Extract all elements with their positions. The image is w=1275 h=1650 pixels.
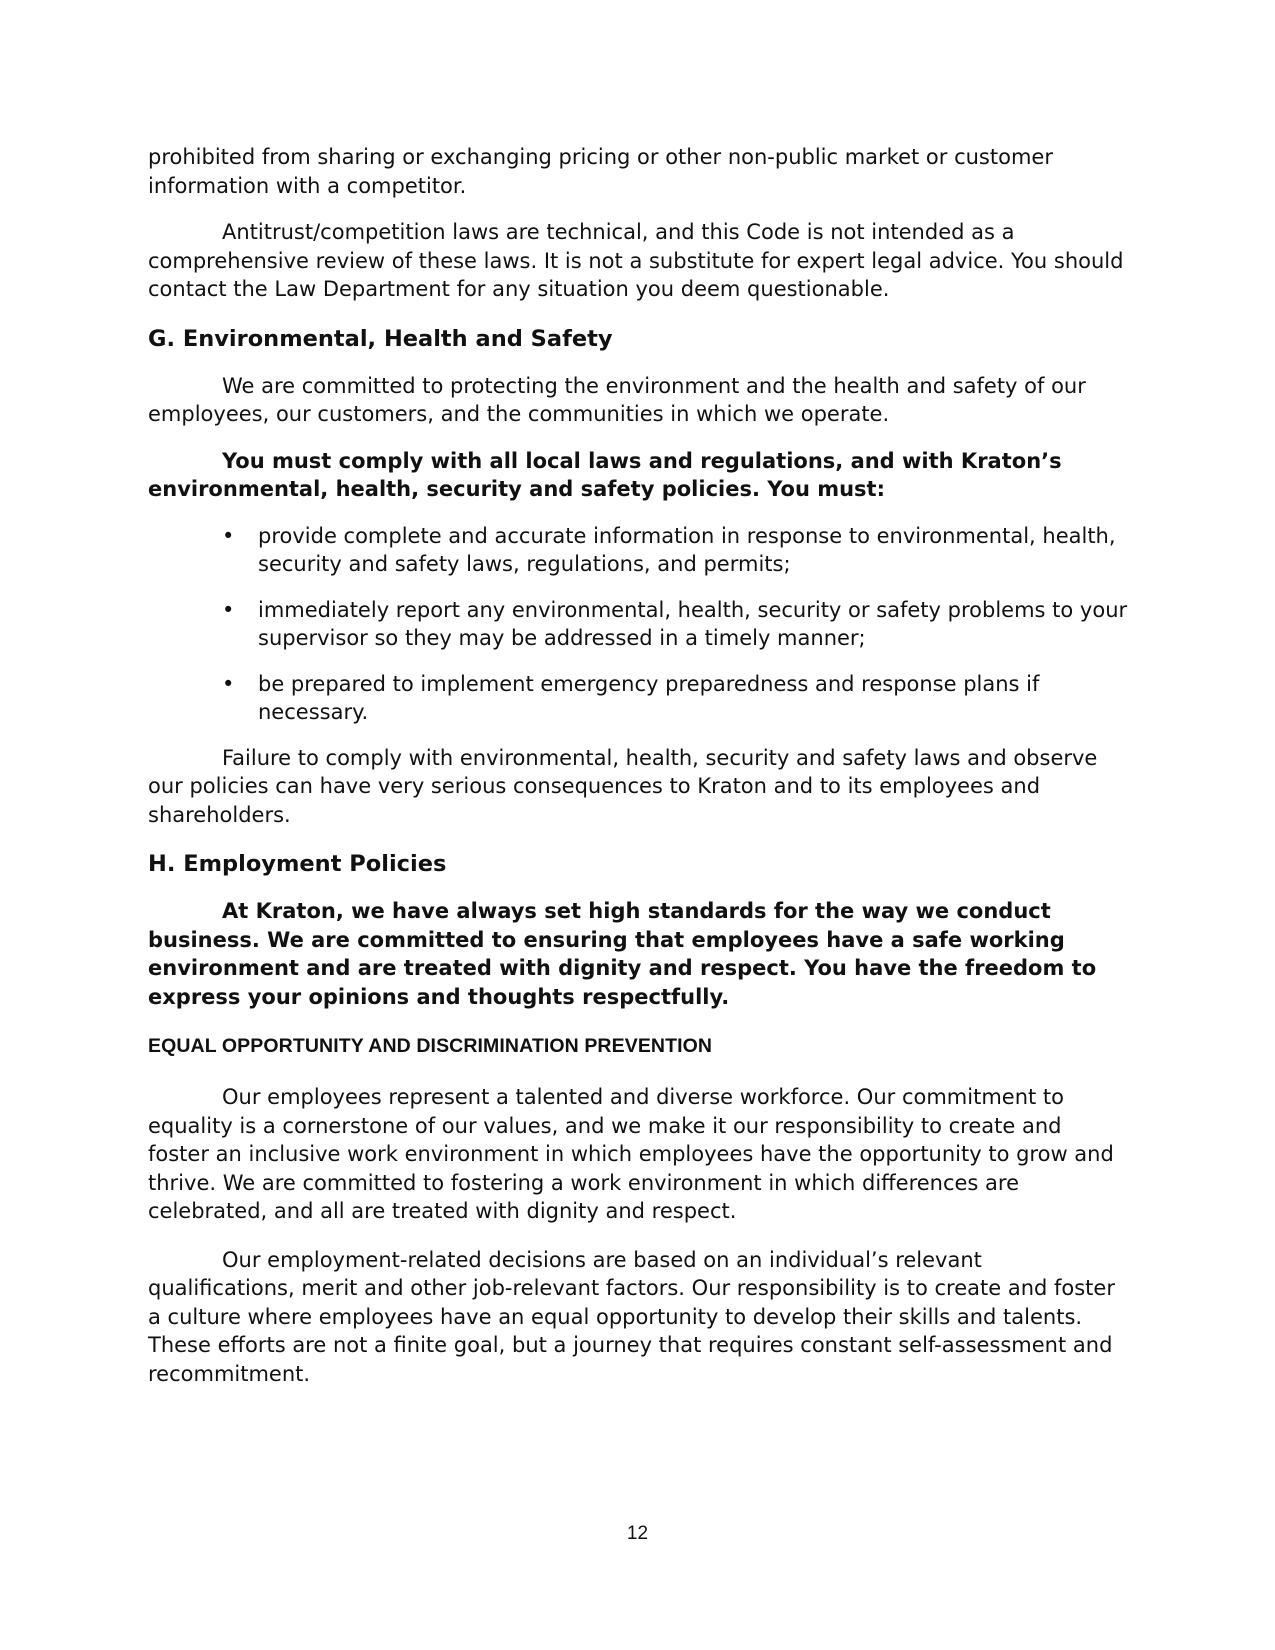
bullet-text: immediately report any environmental, health, security or safety problems to your supervisor so they may be addressed in a timely manner;: [258, 597, 1128, 650]
bullet-item: [148, 522, 1128, 579]
document-page: [148, 143, 1128, 1406]
section-g-heading: G. Environmental, Health and Safety: [148, 325, 613, 352]
section-g-requirement-paragraph: You must comply with all local laws and regulations, and with Kraton’s environmental, health, security and safety policies. You must:: [148, 448, 1062, 501]
antitrust-note-paragraph: Antitrust/competition laws are technical, and this Code is not intended as a comprehensive review of these laws. It is not a substitute for expert legal advice. You should contact the Law Department for any situation you deem questionable.: [148, 220, 1124, 301]
equal-opportunity-paragraph-2: Our employment-related decisions are based on an individual’s relevant qualifications, merit and other job-relevant factors. Our responsibility is to create and foster a culture where employees have an equal opportunity to develop their skills and talents. These efforts are not a finite goal, but a journey that requires constant self-assessment and recommitment.: [148, 1247, 1115, 1386]
equal-opportunity-subheading: EQUAL OPPORTUNITY AND DISCRIMINATION PREVENTION: [148, 1035, 713, 1057]
bullet-item: [148, 670, 1128, 727]
section-h-statement-paragraph: At Kraton, we have always set high standards for the way we conduct business. We are committed to ensuring that employees have a safe working environment and are treated with dignity and respect. You have the freedom to express your opinions and thoughts respectfully.: [148, 899, 1097, 1009]
bullet-text: provide complete and accurate information in response to environmental, health, security and safety laws, regulations, and permits;: [258, 523, 1116, 576]
page-number: 12: [626, 1523, 649, 1544]
bullet-icon: •: [222, 597, 235, 622]
bullet-text: be prepared to implement emergency preparedness and response plans if necessary.: [258, 671, 1040, 724]
bullet-icon: •: [222, 523, 235, 548]
section-g-intro-paragraph: We are committed to protecting the environment and the health and safety of our employees, our customers, and the communities in which we operate.: [148, 373, 1086, 426]
section-g-consequences-paragraph: Failure to comply with environmental, health, security and safety laws and observe our policies can have very serious consequences to Kraton and to its employees and shareholders.: [148, 745, 1098, 827]
intro-continuation-paragraph: prohibited from sharing or exchanging pricing or other non-public market or customer information with a competitor.: [148, 145, 1053, 198]
bullet-icon: •: [222, 671, 235, 696]
equal-opportunity-paragraph-1: Our employees represent a talented and diverse workforce. Our commitment to equality is a cornerstone of our values, and we make it our responsibility to create and foster an inclusive work environment in which employees have the opportunity to grow and thrive. We are committed to fostering a work environment in which differences are celebrated, and all are treated with dignity and respect.: [148, 1085, 1114, 1223]
section-h-heading: H. Employment Policies: [148, 851, 447, 877]
bullet-item: [148, 596, 1128, 653]
section-g-bullet-list: [148, 522, 1128, 727]
